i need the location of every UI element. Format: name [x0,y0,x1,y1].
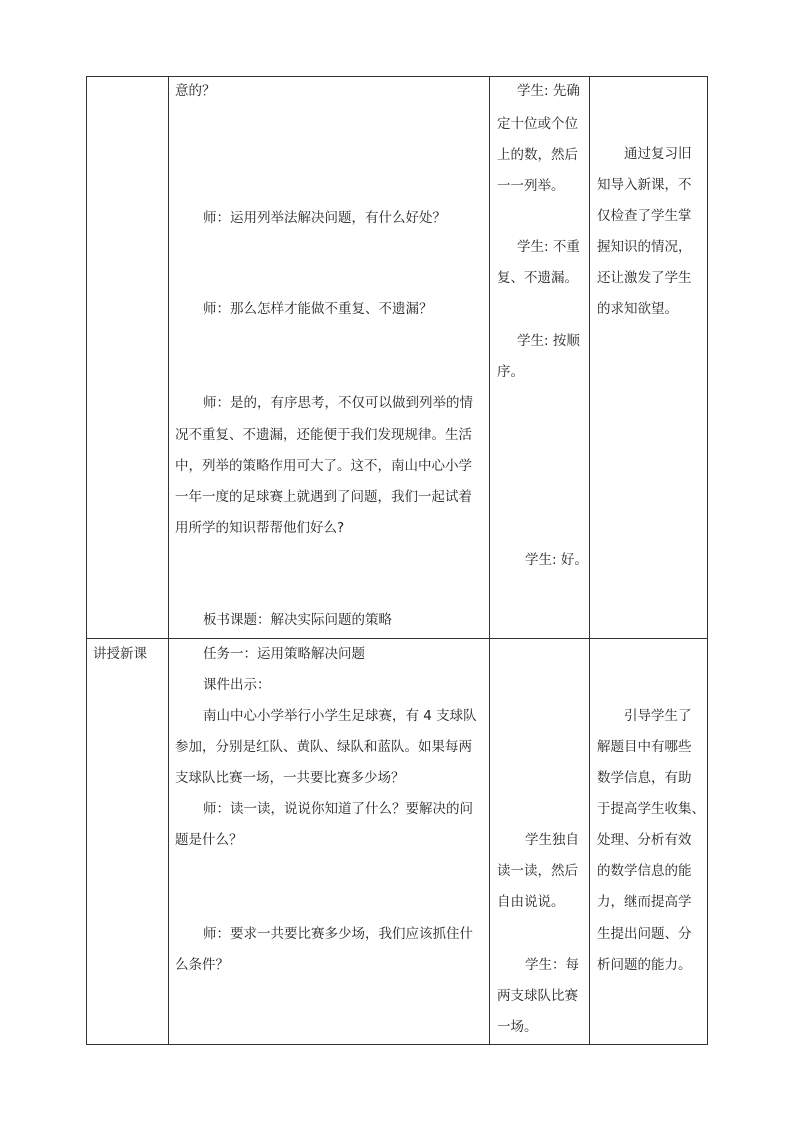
board-title: 板书课题：解决实际问题的策略 [203,612,392,628]
student-answer-line: 学生: 好。 [525,552,588,568]
student-answer-line: 序。 [497,364,524,380]
intent-line: 析问题的能力。 [597,957,692,973]
row-divider [86,638,708,639]
courseware-label: 课件出示： [203,677,271,693]
intent-line: 的数学信息的能 [597,863,692,879]
student-answer-line: 学生: 先确 [517,83,580,99]
stage-label: 讲授新课 [93,646,147,662]
problem-line: 支球队比赛一场，一共要比赛多少场？ [175,770,405,786]
column-divider [168,76,169,1045]
intent-line: 生提出问题、分 [597,926,692,942]
column-divider [589,76,590,1045]
teacher-paragraph-line: 一年一度的足球赛上就遇到了问题，我们一起试着 [175,489,472,505]
teacher-paragraph-line: 师：是的，有序思考，不仅可以做到列举的情 [203,395,473,411]
student-answer-line: 一一列举。 [497,178,565,194]
task-heading: 任务一：运用策略解决问题 [203,646,365,662]
intent-line: 知导入新课，不 [597,177,692,193]
teacher-question: 师：运用列举法解决问题，有什么好处？ [203,210,446,226]
intent-line: 通过复习旧 [624,146,692,162]
intent-line: 仅检查了学生掌 [597,208,692,224]
intent-line: 处理、分析有效 [597,832,692,848]
intent-line: 握知识的情况， [597,239,692,255]
intent-line: 的求知欲望。 [597,301,678,317]
student-answer-line: 学生独自 [525,832,579,848]
teacher-paragraph-line: 况不重复、不遗漏，还能便于我们发现规律。生活 [175,427,472,443]
intent-line: 数学信息，有助 [597,770,692,786]
teacher-paragraph-line: 用所学的知识帮帮他们好么? [175,520,345,536]
student-answer-line: 学生：每 [525,957,579,973]
teacher-question: 师：要求一共要比赛多少场，我们应该抓住什 [203,926,473,942]
teacher-paragraph-line: 中，列举的策略作用可大了。这不，南山中心小学 [175,458,472,474]
table-top-border [86,76,708,77]
teacher-question: 么条件？ [175,957,229,973]
intent-line: 引导学生了 [624,708,692,724]
teacher-question: 题是什么？ [175,832,243,848]
student-answer-line: 两支球队比赛 [497,988,578,1004]
student-answer-line: 学生: 按顺 [517,333,580,349]
teacher-question: 师：读一读，说说你知道了什么？要解决的问 [203,801,473,817]
column-divider [489,76,490,1045]
student-answer-line: 定十位或个位 [497,116,578,132]
student-answer-line: 读一读，然后 [497,863,578,879]
intent-line: 力，继而提高学 [597,894,692,910]
intent-line: 解题目中有哪些 [597,739,692,755]
student-answer-line: 上的数，然后 [497,147,578,163]
teacher-text-continued: 意的？ [175,83,216,99]
table-left-border [86,76,87,1045]
student-answer-line: 复、不遗漏。 [497,270,578,286]
table-bottom-border [86,1044,708,1045]
problem-line: 参加，分别是红队、黄队、绿队和蓝队。如果每两 [175,739,472,755]
table-right-border [707,76,708,1045]
problem-line: 南山中心小学举行小学生足球赛，有 4 支球队 [203,708,477,724]
intent-line: 于提高学生收集、 [597,801,705,817]
intent-line: 还让激发了学生 [597,270,692,286]
student-answer-line: 一场。 [497,1019,538,1035]
student-answer-line: 学生: 不重 [517,239,580,255]
student-answer-line: 自由说说。 [497,894,565,910]
teacher-question: 师：那么怎样才能做不重复、不遗漏？ [203,301,433,317]
